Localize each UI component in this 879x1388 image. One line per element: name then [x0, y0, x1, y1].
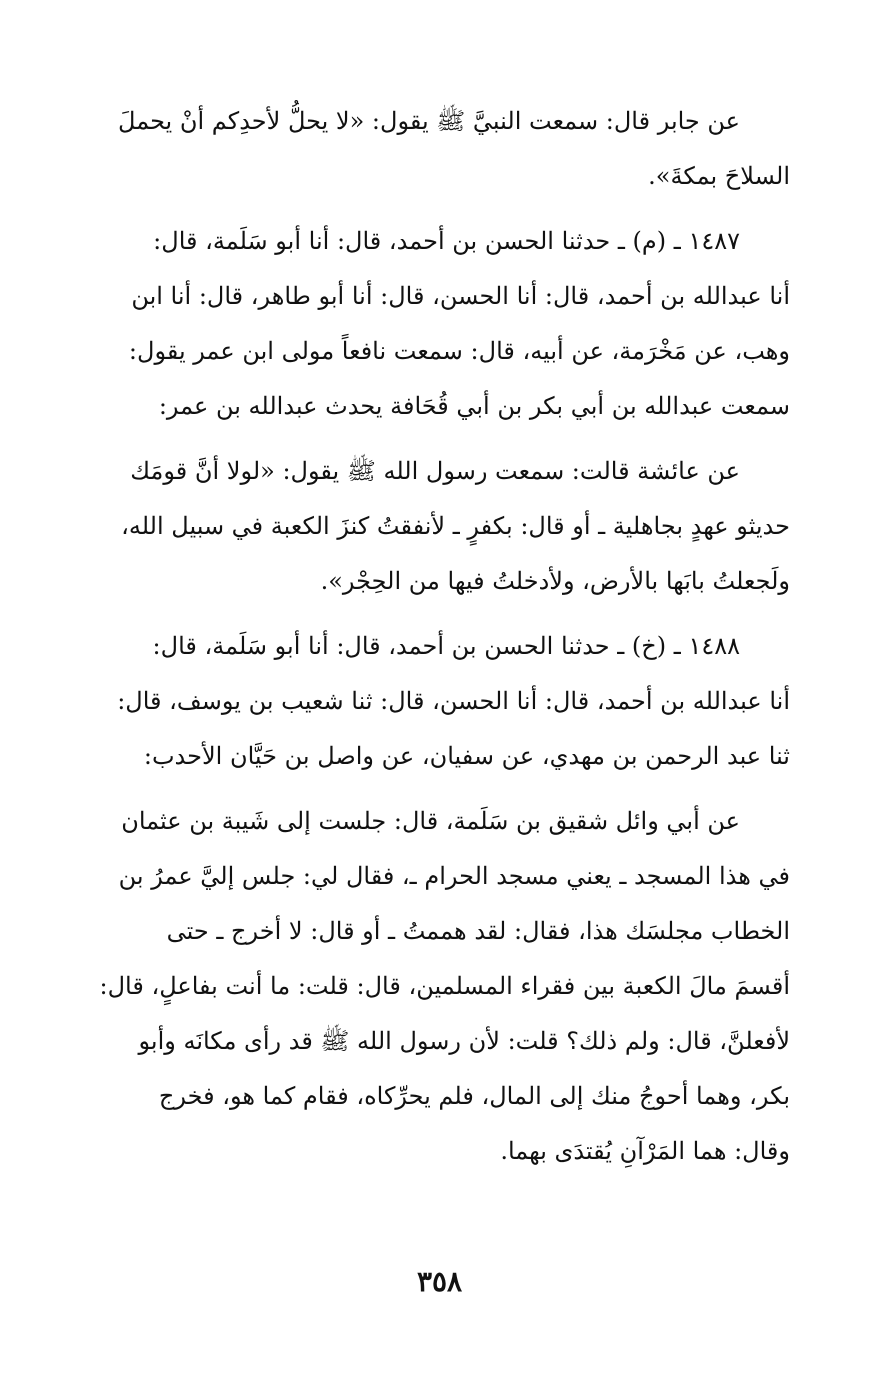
text-line: وهب، عن مَخْرَمة، عن أبيه، قال: سمعت نافعاً مولى ابن عمر يقول:: [128, 337, 790, 365]
paragraph: [74, 619, 790, 784]
text-line: في هذا المسجد ـ يعني مسجد الحرام ـ، فقال لي: جلس إليَّ عمرُ بن: [118, 862, 790, 890]
text-line: ولَجعلتُ بابَها بالأرض، ولأدخلتُ فيها من الحِجْر».: [320, 567, 790, 595]
text-line: عن أبي وائل شقيق بن سَلَمة، قال: جلست إلى شَيبة بن عثمان: [121, 807, 740, 835]
text-line: الخطاب مجلسَك هذا، فقال: لقد هممتُ ـ أو قال: لا أخرج ـ حتى: [166, 917, 790, 945]
text-line: بكر، وهما أحوجُ منك إلى المال، فلم يحرِّكاه، فقام كما هو، فخرج: [158, 1082, 790, 1110]
text-line: عن جابر قال: سمعت النبيَّ ﷺ يقول: «لا يحلُّ لأحدِكم أنْ يحملَ: [118, 107, 740, 135]
text-line: أنا عبدالله بن أحمد، قال: أنا الحسن، قال: ثنا شعيب بن يوسف، قال:: [117, 687, 790, 715]
page-body: [74, 94, 790, 1179]
text-line: السلاحَ بمكةَ».: [648, 162, 790, 190]
text-line: أقسمَ مالَ الكعبة بين فقراء المسلمين، قال: قلت: ما أنت بفاعلٍ، قال:: [99, 972, 790, 1000]
text-line: عن عائشة قالت: سمعت رسول الله ﷺ يقول: «لولا أنَّ قومَك: [130, 457, 740, 485]
page-number: ٣٥٨: [416, 1265, 463, 1298]
paragraph: [74, 444, 790, 609]
text-line: لأفعلنَّ، قال: ولم ذلك؟ قلت: لأن رسول الله ﷺ قد رأى مكانَه وأبو: [138, 1027, 790, 1055]
text-line: وقال: هما المَرْآنِ يُقتدَى بهما.: [500, 1137, 790, 1165]
paragraph: [74, 214, 790, 434]
paragraph: [74, 794, 790, 1179]
text-line: ثنا عبد الرحمن بن مهدي، عن سفيان، عن واصل بن حَيَّان الأحدب:: [143, 742, 790, 770]
text-line: أنا عبدالله بن أحمد، قال: أنا الحسن، قال: أنا أبو طاهر، قال: أنا ابن: [131, 282, 790, 310]
text-line: حديثو عهدٍ بجاهلية ـ أو قال: بكفرٍ ـ لأنفقتُ كنزَ الكعبة في سبيل الله،: [121, 512, 790, 540]
text-line: ١٤٨٨ ـ (خ) ـ حدثنا الحسن بن أحمد، قال: أنا أبو سَلَمة، قال:: [152, 632, 740, 660]
text-line: ١٤٨٧ ـ (م) ـ حدثنا الحسن بن أحمد، قال: أنا أبو سَلَمة، قال:: [153, 227, 740, 255]
text-line: سمعت عبدالله بن أبي بكر بن أبي قُحَافة يحدث عبدالله بن عمر:: [158, 392, 790, 420]
paragraph: [74, 94, 790, 204]
